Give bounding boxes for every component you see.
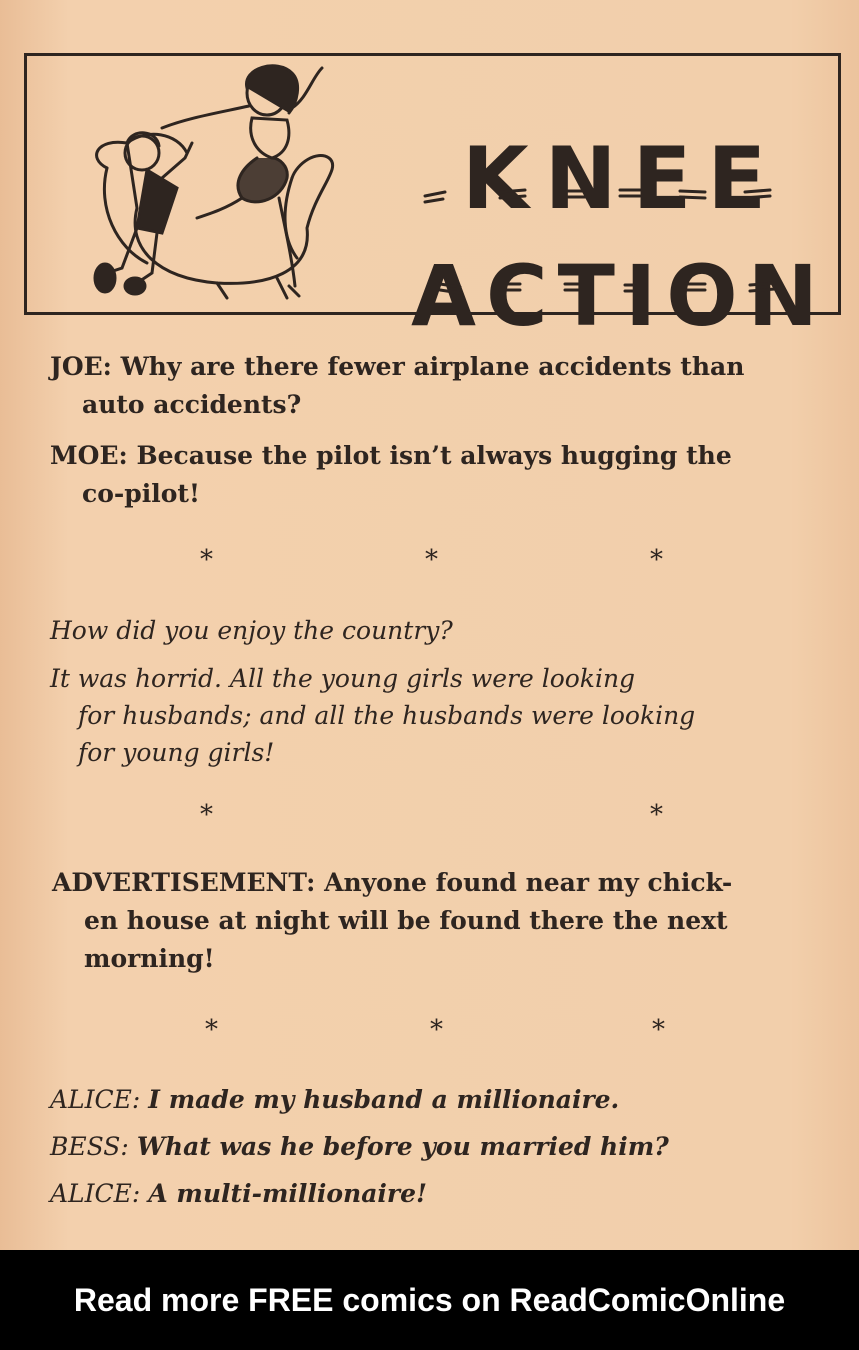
ad-line-1: Anyone found near my chick- xyxy=(324,868,733,897)
separator-stars-3 xyxy=(0,1015,859,1045)
title-knee: KNEE xyxy=(462,129,783,229)
title-decoration-bottom xyxy=(415,278,815,298)
question-line-1: How did you enjoy the country? xyxy=(50,616,453,645)
star: * xyxy=(650,800,663,830)
speaker-advertisement: ADVERTISEMENT: xyxy=(52,868,316,897)
star: * xyxy=(652,1015,665,1045)
question-line-1: Why are there fewer airplane accidents than xyxy=(120,352,745,381)
joke-joe-moe-question xyxy=(50,348,830,424)
question-line-2: auto accidents? xyxy=(82,390,302,419)
ad-line-2: en house at night will be found there the next xyxy=(84,906,728,935)
cartoon-illustration xyxy=(67,58,367,308)
speaker-bess: BESS: xyxy=(50,1132,129,1161)
star: * xyxy=(205,1015,218,1045)
speaker-alice: ALICE: xyxy=(50,1179,141,1208)
answer-line-3: for young girls! xyxy=(78,738,275,767)
answer-line-2: co-pilot! xyxy=(82,479,200,508)
footer-banner[interactable] xyxy=(0,1250,859,1350)
separator-stars-2 xyxy=(0,800,859,830)
star: * xyxy=(425,545,438,575)
star: * xyxy=(650,545,663,575)
star: * xyxy=(200,545,213,575)
joke-country-question xyxy=(50,612,830,650)
speaker-moe: MOE: xyxy=(50,441,128,470)
joke-alice-bess xyxy=(50,1076,830,1217)
joke-advertisement xyxy=(52,864,837,978)
dialogue-line-1 xyxy=(50,1076,830,1123)
dialogue-line-3 xyxy=(50,1170,830,1217)
speaker-alice: ALICE: xyxy=(50,1085,141,1114)
star: * xyxy=(200,800,213,830)
title-panel xyxy=(24,53,841,345)
footer-link-text[interactable]: Read more FREE comics on ReadComicOnline xyxy=(73,1282,786,1318)
answer-line-2: for husbands; and all the husbands were looking xyxy=(78,701,696,730)
ad-line-3: morning! xyxy=(84,944,215,973)
dialogue-line-2 xyxy=(50,1123,830,1170)
separator-stars-1 xyxy=(0,545,859,575)
dialogue-text-1: I made my husband a millionaire. xyxy=(148,1085,620,1114)
answer-line-1: It was horrid. All the young girls were looking xyxy=(50,664,636,693)
title-action: ACTION xyxy=(411,247,828,345)
answer-line-1: Because the pilot isn’t always hugging the xyxy=(136,441,732,470)
title-decoration-top xyxy=(415,184,815,204)
joke-joe-moe-answer xyxy=(50,437,830,513)
speaker-joe: JOE: xyxy=(50,352,112,381)
dialogue-text-2: What was he before you married him? xyxy=(136,1132,669,1161)
star: * xyxy=(430,1015,443,1045)
dialogue-text-3: A multi-millionaire! xyxy=(148,1179,427,1208)
joke-country-answer xyxy=(50,660,830,771)
